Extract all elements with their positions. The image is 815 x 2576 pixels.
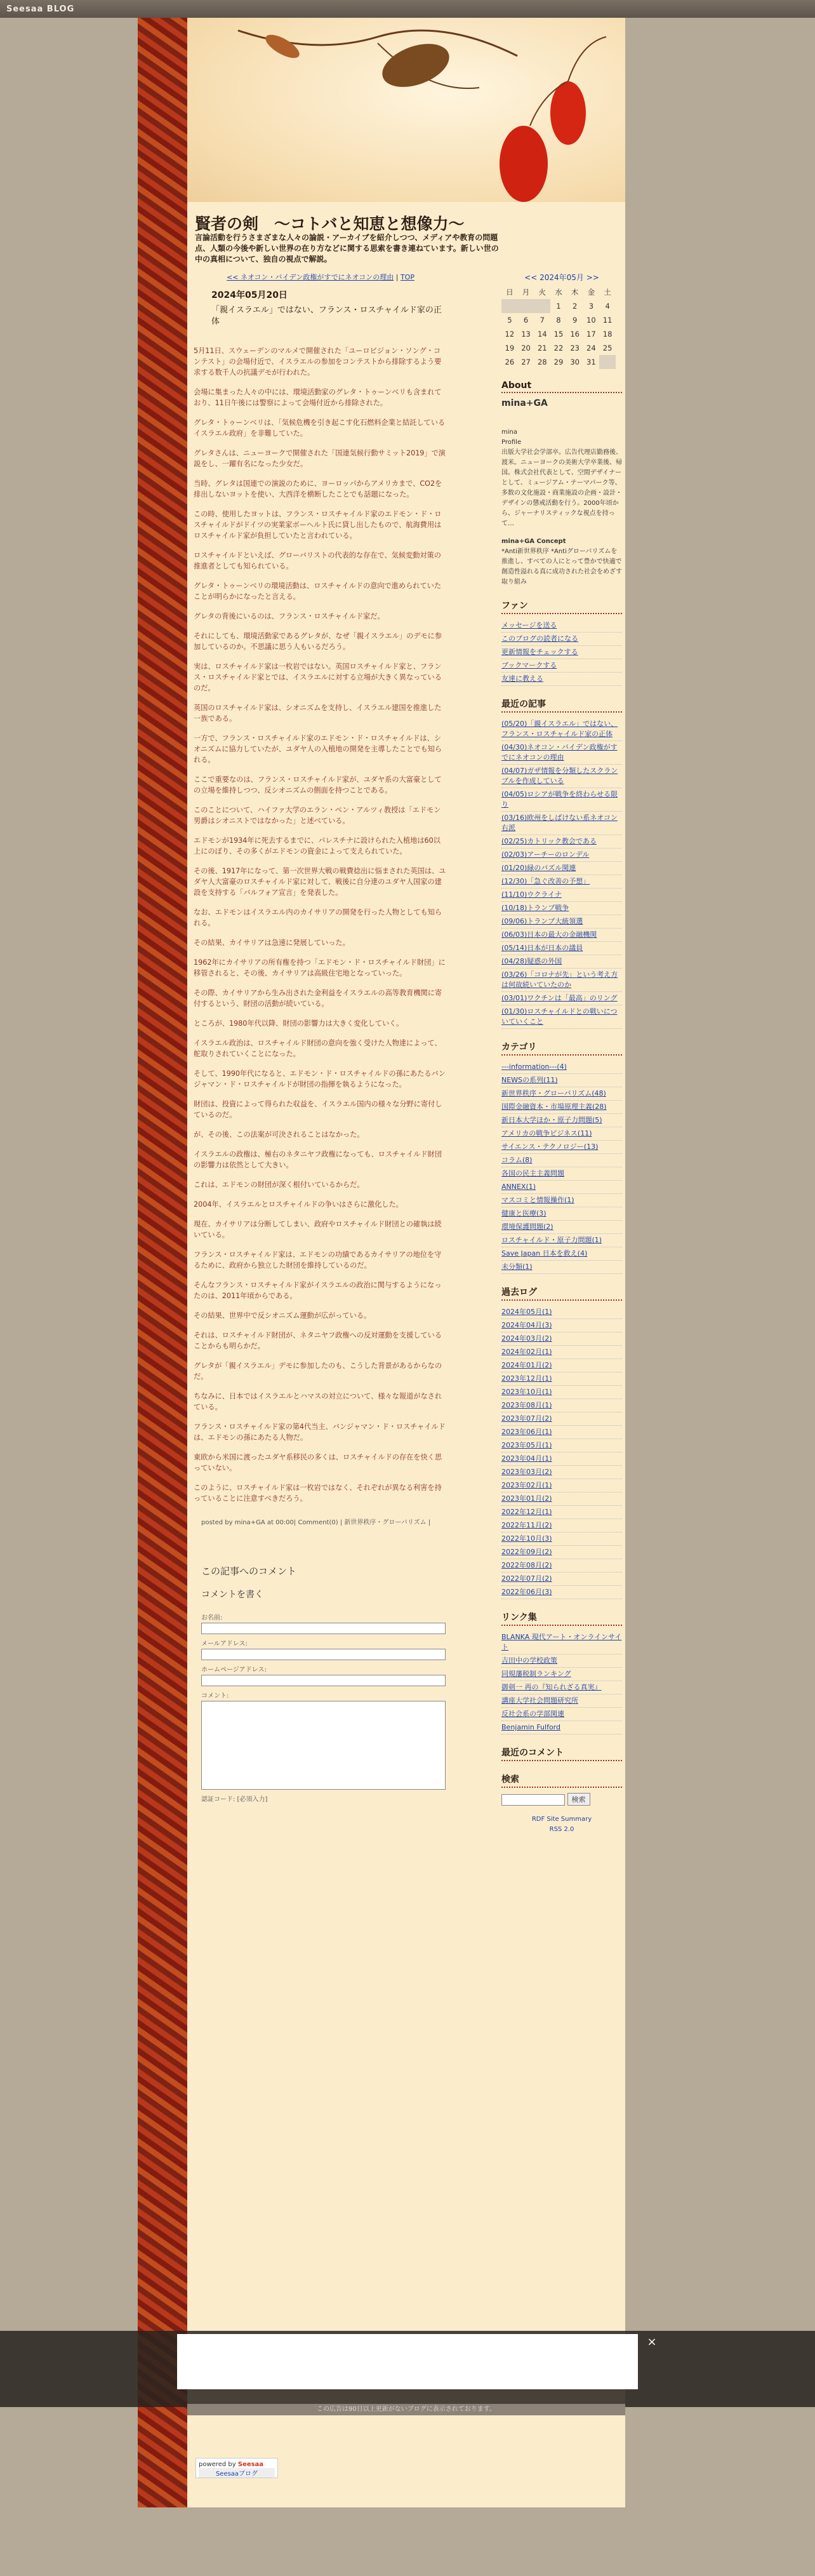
category-item[interactable] bbox=[501, 1234, 622, 1247]
category-item-link[interactable]: サイエンス・テクノロジー(13) bbox=[501, 1143, 599, 1151]
archive-list bbox=[501, 1306, 622, 1599]
calendar-day bbox=[518, 299, 534, 313]
recent-item[interactable] bbox=[501, 889, 622, 902]
archive-item[interactable] bbox=[501, 1359, 622, 1372]
recent-item[interactable] bbox=[501, 812, 622, 835]
archive-item[interactable] bbox=[501, 1412, 622, 1426]
archive-item[interactable] bbox=[501, 1306, 622, 1319]
post-paragraph: エドモンが1934年に死去するまでに、パレスチナに設けられた入植地は60以上にのぼり、その多くがエドモンの資金によって支えられていた。 bbox=[194, 836, 441, 855]
comment-label: コメント: bbox=[201, 1693, 229, 1700]
rss-line1: RDF Site Summary bbox=[531, 1816, 592, 1823]
calendar-day[interactable]: 22 bbox=[553, 344, 564, 352]
category-item-link[interactable]: 各国の民主主義問題 bbox=[501, 1169, 564, 1177]
decorative-leaf-strip bbox=[138, 18, 187, 2507]
recent-item-link[interactable]: (03/26)「コロナが先」という考え方は何故続いていたのか bbox=[501, 970, 618, 989]
recent-item[interactable] bbox=[501, 1005, 622, 1029]
search-form bbox=[501, 1793, 622, 1806]
author-name[interactable]: mina+GA bbox=[501, 398, 548, 408]
category-item-link[interactable]: 環境保護問題(2) bbox=[501, 1223, 553, 1231]
links-heading: リンク集 bbox=[501, 1611, 622, 1626]
recent-item-link[interactable]: (04/28)疑惑の外国 bbox=[501, 957, 562, 965]
post-paragraph: そして、1990年代になると、エドモン・ド・ロスチャイルドの孫にあたるバンジャマン・ド・ロスチャイルドが財団の指揮を執るようになった。 bbox=[194, 1070, 446, 1089]
archive-item-link[interactable]: 2023年02月(1) bbox=[501, 1481, 552, 1489]
archive-item-link[interactable]: 2022年06月(3) bbox=[501, 1588, 552, 1596]
post-paragraph: 財団は、投資によって得られた収益を、イスラエル国内の様々な分野に寄付しているのだ。 bbox=[194, 1100, 442, 1119]
fan-item-link[interactable]: ブックマークする bbox=[501, 661, 557, 669]
calendar-day[interactable]: 26 bbox=[505, 358, 515, 366]
post-paragraph: このことについて、ハイファ大学のエラン・ベン・アルツィ教授は「エドモン男爵はシオニストではなかった」と述べている。 bbox=[194, 806, 441, 825]
fan-item[interactable] bbox=[501, 646, 622, 659]
post-paragraph: これは、エドモンの財団が深く根付いているからだ。 bbox=[194, 1181, 364, 1189]
post-paragraph: イスラエルの政権は、極右のネタニヤフ政権になっても、ロスチャイルド財団の影響力は依然として大きい。 bbox=[194, 1150, 442, 1169]
calendar-day[interactable]: 1 bbox=[556, 302, 561, 311]
calendar-day bbox=[534, 299, 550, 313]
recent-item-link[interactable]: (10/18)トランプ戦争 bbox=[501, 904, 569, 912]
archive-item-link[interactable]: 2023年04月(1) bbox=[501, 1454, 552, 1463]
recent-list bbox=[501, 718, 622, 1029]
category-item-link[interactable]: 未分類(1) bbox=[501, 1263, 533, 1271]
concept-text: *Anti新世界秩序 *Antiグローバリズムを推進し、すべての人にとって豊かで快適で創造性溢れる真に成功された社会をめざす取り組み bbox=[501, 548, 622, 586]
archive-item[interactable] bbox=[501, 1533, 622, 1546]
calendar-day[interactable]: 16 bbox=[570, 330, 580, 339]
calendar-day[interactable]: 2 bbox=[573, 302, 578, 311]
post-paragraph: 当時、グレタは国連での演説のために、ヨーロッパからアメリカまで、CO2を排出しないヨットを使い、大西洋を横断したことでも話題になった。 bbox=[194, 480, 442, 499]
category-item-link[interactable]: 新世界秩序・グローバリズム(48) bbox=[501, 1089, 606, 1097]
links-list bbox=[501, 1631, 622, 1734]
archive-item-link[interactable]: 2022年07月(2) bbox=[501, 1574, 552, 1583]
post-paragraph: この時、使用したヨットは、フランス・ロスチャイルド家のエドモン・ド・ロスチャイルドがドイツの実業家ボーヘルト氏に貸し出したもので、航海費用はロスチャイルド家が負担していたと言われている。 bbox=[194, 510, 442, 540]
post-paragraph: グレタ・トゥーンベリの環境活動は、ロスチャイルドの意向で進められていたことが明らかになったと言える。 bbox=[194, 582, 442, 601]
calendar-day[interactable]: 3 bbox=[588, 302, 594, 311]
archive-item[interactable] bbox=[501, 1546, 622, 1559]
category-item-link[interactable]: ---information---(4) bbox=[501, 1063, 567, 1071]
archive-item[interactable] bbox=[501, 1559, 622, 1573]
category-item[interactable] bbox=[501, 1167, 622, 1181]
archive-item-link[interactable]: 2022年11月(2) bbox=[501, 1521, 552, 1529]
seesaa-blog-link[interactable]: Seesaaブログ bbox=[199, 2468, 275, 2478]
blog-page bbox=[187, 18, 625, 2507]
name-label: お名前: bbox=[201, 1614, 223, 1621]
category-item[interactable] bbox=[501, 1154, 622, 1167]
link-item-link[interactable]: 同規藩税制ランキング bbox=[501, 1670, 571, 1678]
blog-header-image bbox=[187, 18, 625, 202]
recent-item[interactable] bbox=[501, 915, 622, 929]
archive-item[interactable] bbox=[501, 1372, 622, 1386]
calendar-day[interactable]: 25 bbox=[602, 344, 613, 352]
concept-label: mina+GA Concept bbox=[501, 538, 566, 545]
category-item-link[interactable]: 健康と医療(3) bbox=[501, 1209, 547, 1218]
post-paragraph: グレタさんは、ニューヨークで開催された「国連気候行動サミット2019」で演説をし、一躍有名になった少女だ。 bbox=[194, 449, 446, 468]
profile-label: Profile bbox=[501, 439, 522, 446]
about-heading: About bbox=[501, 380, 622, 393]
archive-item[interactable] bbox=[501, 1586, 622, 1599]
post-paragraph: 英国のロスチャイルド家は、シオニズムを支持し、イスラエル建国を推進した一族である。 bbox=[194, 704, 442, 723]
post-paragraph: その結果、カイサリアは急速に発展していった。 bbox=[194, 939, 350, 947]
calendar-day-header: 木 bbox=[571, 288, 579, 297]
post-paragraph: それは、ロスチャイルド財団が、ネタニヤフ政権への反対運動を支援していることからも明らかだ。 bbox=[194, 1331, 442, 1350]
prev-post-link[interactable]: << ネオコン・バイデン政権がすでにネオコンの理由 bbox=[227, 273, 394, 281]
category-item[interactable] bbox=[501, 1181, 622, 1194]
search-heading: 検索 bbox=[501, 1773, 622, 1788]
archive-item-link[interactable]: 2023年07月(2) bbox=[501, 1414, 552, 1423]
comment-textarea[interactable] bbox=[201, 1701, 446, 1790]
fan-item-link[interactable]: このブログの読者になる bbox=[501, 634, 578, 643]
brand-logo[interactable]: Seesaa BLOG bbox=[6, 4, 75, 14]
header-illustration bbox=[187, 18, 625, 202]
fan-item-link[interactable]: 更新情報をチェックする bbox=[501, 648, 578, 656]
search-button[interactable]: 検索 bbox=[567, 1793, 590, 1806]
archive-item[interactable] bbox=[501, 1399, 622, 1412]
category-item-link[interactable]: ロスチャイルド・原子力問題(1) bbox=[501, 1236, 602, 1244]
recent-item-link[interactable]: (03/01)ワクチンは「最高」のリング bbox=[501, 994, 618, 1002]
category-item[interactable] bbox=[501, 1261, 622, 1274]
fan-heading: ファン bbox=[501, 599, 622, 614]
powered-by-badge[interactable] bbox=[195, 2458, 278, 2478]
category-item-link[interactable]: NEWSの系列(11) bbox=[501, 1076, 558, 1084]
calendar-day[interactable]: 21 bbox=[537, 344, 547, 352]
recent-item[interactable] bbox=[501, 929, 622, 942]
archive-item[interactable] bbox=[501, 1573, 622, 1586]
archive-item-link[interactable]: 2022年12月(1) bbox=[501, 1508, 552, 1516]
recent-item-link[interactable]: (04/30)ネオコン・バイデン政権がすでにネオコンの理由 bbox=[501, 743, 618, 761]
recent-item[interactable] bbox=[501, 902, 622, 915]
recent-item-link[interactable]: (04/05)ロシアが戦争を終わらせる限り bbox=[501, 790, 618, 808]
archive-item[interactable] bbox=[501, 1386, 622, 1399]
recent-heading: 最近の記事 bbox=[501, 697, 622, 713]
category-item-link[interactable]: ANNEX(1) bbox=[501, 1183, 536, 1191]
recent-item-link[interactable]: (06/03)日本の最大の金融機関 bbox=[501, 930, 597, 939]
link-item-link[interactable]: 反社会系の学部関連 bbox=[501, 1710, 564, 1718]
profile-text: 出版大学社会学部卒。広告代理店勤務後、渡米。ニューヨークの美術大学卒業後、帰国。株式会社代表として、空間デザイナーとして、ミュージアム・テーマパーク等、多数の文化施設・商業施設の企画・設計・デザインの懲戒活動を行う。2000年頃から、ジャーナリスティックな視点を持って… bbox=[501, 449, 622, 527]
calendar-day[interactable]: 10 bbox=[586, 316, 596, 325]
calendar-table bbox=[501, 285, 616, 369]
post-navigation bbox=[194, 272, 447, 282]
blog-title[interactable]: 賢者の剣 〜コトバと知恵と想像力〜 bbox=[195, 215, 465, 233]
archive-item-link[interactable]: 2023年03月(2) bbox=[501, 1468, 552, 1476]
archive-item[interactable] bbox=[501, 1319, 622, 1332]
post-paragraph: グレタが「親イスラエル」デモに参加したのも、こうした背景があるからなのだ。 bbox=[194, 1362, 442, 1381]
post-paragraph: 2004年、イスラエルとロスチャイルドの争いはさらに激化した。 bbox=[194, 1200, 403, 1209]
archive-item-link[interactable]: 2023年06月(1) bbox=[501, 1428, 552, 1436]
recent-item[interactable] bbox=[501, 875, 622, 889]
calendar-day[interactable]: 7 bbox=[540, 316, 545, 325]
link-item[interactable] bbox=[501, 1694, 622, 1708]
recent-item-link[interactable]: (05/14)日本が日本の議員 bbox=[501, 944, 583, 952]
post-paragraph: その後、1917年になって、第一次世界大戦の戦費捻出に悩まされた英国は、ユダヤ人大富豪のロスチャイルド家に対して、戦後に自分達のユダヤ人国家の建設を支持する「バルフォア宣言」を発表した。 bbox=[194, 867, 446, 897]
post-paragraph: それにしても、環境活動家であるグレタが、なぜ「親イスラエル」のデモに参加しているのか。不思議に思う人もいるだろう。 bbox=[194, 632, 442, 651]
calendar-day-header: 月 bbox=[522, 288, 530, 297]
calendar-day-header: 水 bbox=[555, 288, 562, 297]
calendar-day[interactable]: 4 bbox=[605, 302, 610, 311]
main-column bbox=[194, 272, 447, 1804]
email-label: メールアドレス: bbox=[201, 1640, 248, 1647]
category-item-link[interactable]: 新日本大学ほか・原子力問題(5) bbox=[501, 1116, 602, 1124]
inactive-notice: この広告は90日以上更新がないブログに表示されております。 bbox=[187, 2404, 625, 2415]
post-paragraph: グレタ・トゥーンベリは、「気候危機を引き起こす化石燃料企業と結託しているイスラエル政府」を非難していた。 bbox=[194, 419, 446, 438]
post-title[interactable]: 「親イスラエル」ではない、フランス・ロスチャイルド家の正体 bbox=[211, 305, 442, 326]
archive-item-link[interactable]: 2024年02月(1) bbox=[501, 1348, 552, 1356]
fan-item-link[interactable]: メッセージを送る bbox=[501, 621, 557, 629]
recent-item-link[interactable]: (02/25)カトリック教会である bbox=[501, 837, 597, 845]
calendar-day[interactable]: 9 bbox=[573, 316, 578, 325]
post-paragraph: イスラエル政治は、ロスチャイルド財団の意向を強く受けた人物達によって、舵取りされていくことになった。 bbox=[194, 1039, 442, 1058]
post-paragraph: 5月11日、スウェーデンのマルメで開催された「ユーロビジョン・ソング・コンテスト」の会場付近で、イスラエルの参加をコンテストから排除するよう要求する数千人の抗議デモが行われた。 bbox=[194, 347, 442, 377]
calendar-day bbox=[599, 355, 616, 369]
archive-item-link[interactable]: 2022年09月(2) bbox=[501, 1548, 552, 1556]
category-item[interactable] bbox=[501, 1221, 622, 1234]
blog-subtitle: 言論活動を行うさまざまな人々の論説・アーカイブを紹介しつつ、メディアや教育の問題点、人類の今後や新しい世界の在り方などに関する思索を書き連ねています。新しい世の中の真相について、独自の視点で解説。 bbox=[195, 233, 499, 264]
post-paragraph: 現在、カイサリアは分断してしまい、政府やロスチャイルド財団との確執は続いている。 bbox=[194, 1220, 442, 1239]
calendar-day[interactable]: 30 bbox=[570, 358, 580, 366]
fan-item[interactable] bbox=[501, 619, 622, 633]
recent-item[interactable] bbox=[501, 741, 622, 765]
link-item[interactable] bbox=[501, 1681, 622, 1694]
post-paragraph: なお、エドモンはイスラエル内のカイサリアの開発を行った人物としても知られる。 bbox=[194, 908, 442, 927]
link-item-link[interactable]: 御剣一 再の『知られざる真実』 bbox=[501, 1683, 602, 1691]
archive-item[interactable] bbox=[501, 1479, 622, 1493]
calendar-day-header: 火 bbox=[538, 288, 546, 297]
calendar-day[interactable]: 19 bbox=[505, 344, 515, 352]
post-paragraph: そんなフランス・ロスチャイルド家がイスラエルの政治に関与するようになったのは、2011年頃からである。 bbox=[194, 1281, 442, 1300]
calendar-day[interactable]: 31 bbox=[586, 358, 596, 366]
post-paragraph: その結果、世界中で反シオニズム運動が広がっている。 bbox=[194, 1311, 371, 1320]
post-paragraph: 会場に集まった人々の中には、環境活動家のグレタ・トゥーンベリも含まれており、11日午後には警察によって会場付近から排除された。 bbox=[194, 388, 442, 407]
fan-item[interactable] bbox=[501, 633, 622, 646]
post-paragraph: グレタの背後にいるのは、フランス・ロスチャイルド家だ。 bbox=[194, 612, 385, 621]
archive-item[interactable] bbox=[501, 1426, 622, 1439]
homepage-field[interactable] bbox=[201, 1675, 446, 1686]
fan-item-link[interactable]: 友達に教える bbox=[501, 674, 543, 683]
link-item[interactable] bbox=[501, 1654, 622, 1668]
archive-item[interactable] bbox=[501, 1439, 622, 1452]
calendar-day-header: 日 bbox=[506, 288, 514, 297]
archive-item-link[interactable]: 2024年05月(1) bbox=[501, 1308, 552, 1316]
category-item[interactable] bbox=[501, 1101, 622, 1114]
calendar-day[interactable]: 15 bbox=[553, 330, 564, 339]
category-heading: カテゴリ bbox=[501, 1040, 622, 1056]
comment-section bbox=[194, 1564, 447, 1803]
recent-item-link[interactable]: (04/07)ガザ情報を分類したスクランブルを作成している bbox=[501, 767, 618, 785]
archive-item-link[interactable]: 2024年03月(2) bbox=[501, 1334, 552, 1343]
calendar-day[interactable]: 23 bbox=[570, 344, 580, 352]
recent-item[interactable] bbox=[501, 718, 622, 741]
comments-heading: この記事へのコメント bbox=[201, 1566, 297, 1577]
recent-item-link[interactable]: (03/16)欧州をしばけない系ネオコン右派 bbox=[501, 814, 618, 832]
homepage-label: ホームページアドレス: bbox=[201, 1667, 267, 1674]
recent-item[interactable] bbox=[501, 835, 622, 849]
recent-item[interactable] bbox=[501, 955, 622, 969]
fan-list bbox=[501, 619, 622, 686]
email-field[interactable] bbox=[201, 1649, 446, 1660]
calendar-day[interactable]: 27 bbox=[521, 358, 531, 366]
link-item-link[interactable]: Benjamin Fulford bbox=[501, 1723, 560, 1731]
recent-item-link[interactable]: (01/30)ロスチャイルドとの戦いについていくこと bbox=[501, 1007, 618, 1026]
post-meta: posted by mina+GA at 00:00| Comment(0) | 新世界秩序・グローバリズム | bbox=[201, 1519, 431, 1526]
calendar-day bbox=[501, 299, 518, 313]
category-item-link[interactable]: 国際金融資本・市場原理主義(28) bbox=[501, 1103, 607, 1111]
close-icon[interactable]: × bbox=[647, 2335, 657, 2349]
seesaa-top-bar bbox=[0, 0, 815, 18]
calendar-day[interactable]: 6 bbox=[523, 316, 529, 325]
post-paragraph: ちなみに、日本ではイスラエルとハマスの対立について、様々な報道がなされている。 bbox=[194, 1392, 442, 1411]
category-item[interactable] bbox=[501, 1114, 622, 1127]
link-item-link[interactable]: BLANKA 現代アート・オンラインサイト bbox=[501, 1633, 622, 1651]
archive-item-link[interactable]: 2022年10月(3) bbox=[501, 1534, 552, 1543]
link-item[interactable] bbox=[501, 1668, 622, 1681]
fan-item[interactable] bbox=[501, 659, 622, 673]
category-item-link[interactable]: アメリカの戦争ビジネス(11) bbox=[501, 1129, 592, 1137]
recent-item[interactable] bbox=[501, 849, 622, 862]
sidebar bbox=[501, 272, 622, 1835]
archive-item-link[interactable]: 2024年01月(2) bbox=[501, 1361, 552, 1369]
post-paragraph: 実は、ロスチャイルド家は一枚岩ではない。英国ロスチャイルド家と、フランス・ロスチャイルド家とでは、イスラエルに対する立場が大きく異なっているのだ。 bbox=[194, 662, 442, 692]
archive-item-link[interactable]: 2023年10月(1) bbox=[501, 1388, 552, 1396]
category-list bbox=[501, 1061, 622, 1274]
calendar-day-header: 土 bbox=[604, 288, 611, 297]
name-field[interactable] bbox=[201, 1623, 446, 1634]
post-paragraph: 東欧から米国に渡ったユダヤ系移民の多くは、ロスチャイルドの存在を快く思っていない。 bbox=[194, 1453, 442, 1472]
rss-link[interactable] bbox=[501, 1815, 622, 1835]
recent-item-link[interactable]: (05/20)「親イスラエル」ではない、フランス・ロスチャイルド家の正体 bbox=[501, 720, 618, 738]
calendar-day[interactable]: 28 bbox=[537, 358, 547, 366]
recent-item[interactable] bbox=[501, 992, 622, 1005]
calendar-day[interactable]: 17 bbox=[586, 330, 596, 339]
post-paragraph: 一方で、フランス・ロスチャイルド家のエドモン・ド・ロスチャイルドは、シオニズムに協力していたが、ユダヤ人の入植地の開発を主導したことでも知られる。 bbox=[194, 734, 442, 764]
author-sub: mina bbox=[501, 429, 517, 436]
ad-box[interactable] bbox=[177, 2334, 638, 2389]
archive-item[interactable] bbox=[501, 1466, 622, 1479]
post-paragraph: 1962年にカイサリアの所有権を持つ「エドモン・ド・ロスチャイルド財団」に移管されると、その後、カイサリアは高級住宅地となっていった。 bbox=[194, 958, 446, 977]
archive-item[interactable] bbox=[501, 1493, 622, 1506]
calendar-day[interactable]: 5 bbox=[507, 316, 512, 325]
category-item-link[interactable]: Save Japan 日本を救え(4) bbox=[501, 1249, 588, 1258]
recent-item-link[interactable]: (02/03)アーチーのロンデル bbox=[501, 850, 590, 859]
recent-item[interactable] bbox=[501, 969, 622, 992]
link-item[interactable] bbox=[501, 1721, 622, 1734]
archive-item[interactable] bbox=[501, 1519, 622, 1533]
category-item[interactable] bbox=[501, 1127, 622, 1141]
archive-item-link[interactable]: 2023年01月(2) bbox=[501, 1494, 552, 1503]
category-item[interactable] bbox=[501, 1087, 622, 1101]
post-date: 2024年05月20日 bbox=[211, 290, 288, 300]
post-paragraph: が、その後、この法案が可決されることはなかった。 bbox=[194, 1130, 364, 1139]
category-item[interactable] bbox=[501, 1194, 622, 1207]
archive-item-link[interactable]: 2022年08月(2) bbox=[501, 1561, 552, 1569]
link-item-link[interactable]: 講座大学社会問題研究所 bbox=[501, 1696, 578, 1705]
calendar-day[interactable]: 13 bbox=[521, 330, 531, 339]
calendar-day[interactable]: 11 bbox=[602, 316, 613, 325]
archive-item[interactable] bbox=[501, 1332, 622, 1346]
post-paragraph: フランス・ロスチャイルド家は、エドモンの功績であるカイサリアの地位を守るために、政府から独立した財団を維持しているのだ。 bbox=[194, 1251, 442, 1270]
archive-item-link[interactable]: 2024年04月(3) bbox=[501, 1321, 552, 1329]
powered-label: powered by bbox=[199, 2461, 236, 2468]
archive-item[interactable] bbox=[501, 1346, 622, 1359]
calendar-day[interactable]: 14 bbox=[537, 330, 547, 339]
category-item[interactable] bbox=[501, 1141, 622, 1154]
archive-item-link[interactable]: 2023年12月(1) bbox=[501, 1374, 552, 1383]
archive-item[interactable] bbox=[501, 1452, 622, 1466]
recent-item-link[interactable]: (12/30)「急ぐ改善の予想」 bbox=[501, 877, 590, 885]
link-item-link[interactable]: 吉田中の学校政策 bbox=[501, 1656, 557, 1665]
calendar-day[interactable]: 29 bbox=[553, 358, 564, 366]
category-item[interactable] bbox=[501, 1247, 622, 1261]
post-paragraph: ロスチャイルドといえば、グローバリストの代表的な存在で、気候変動対策の推進者としても知られている。 bbox=[194, 551, 441, 570]
post-paragraph: ところが、1980年代以降、財団の影響力は大きく変化していく。 bbox=[194, 1019, 404, 1028]
rss-line2: RSS 2.0 bbox=[549, 1826, 574, 1833]
recent-item-link[interactable]: (09/06)トランプ大統領選 bbox=[501, 917, 583, 925]
category-item-link[interactable]: コラム(8) bbox=[501, 1156, 533, 1164]
calendar-nav[interactable]: << 2024年05月 >> bbox=[524, 273, 599, 282]
calendar-day[interactable]: 12 bbox=[505, 330, 515, 339]
calendar-day[interactable]: 8 bbox=[556, 316, 561, 325]
post-paragraph: このように、ロスチャイルド家は一枚岩ではなく、それぞれが異なる利害を持っていることに注意すべきだろう。 bbox=[194, 1484, 442, 1503]
recent-comments-heading: 最近のコメント bbox=[501, 1746, 622, 1761]
recent-item[interactable] bbox=[501, 942, 622, 955]
category-item[interactable] bbox=[501, 1207, 622, 1221]
category-item[interactable] bbox=[501, 1061, 622, 1074]
seesaa-logo: Seesaa bbox=[237, 2461, 264, 2468]
post-body bbox=[194, 345, 447, 1504]
link-item[interactable] bbox=[501, 1631, 622, 1654]
post-paragraph: フランス・ロスチャイルド家の第4代当主、バンジャマン・ド・ロスチャイルドは、エドモンの孫にあたる人物だ。 bbox=[194, 1423, 446, 1442]
fan-item[interactable] bbox=[501, 673, 622, 686]
recent-item[interactable] bbox=[501, 862, 622, 875]
post-paragraph: ここで重要なのは、フランス・ロスチャイルド家が、ユダヤ系の大富豪としての立場を維持しつつ、反シオニズムの側面を持つことである。 bbox=[194, 775, 442, 795]
search-input[interactable] bbox=[501, 1794, 565, 1806]
post-footer bbox=[194, 1517, 447, 1526]
top-link[interactable]: TOP bbox=[400, 273, 414, 281]
recent-item[interactable] bbox=[501, 788, 622, 812]
archive-item-link[interactable]: 2023年08月(1) bbox=[501, 1401, 552, 1409]
write-comment-heading: コメントを書く bbox=[201, 1590, 263, 1600]
archive-item[interactable] bbox=[501, 1506, 622, 1519]
recent-item-link[interactable]: (11/10)ウクライナ bbox=[501, 890, 562, 899]
recent-item[interactable] bbox=[501, 765, 622, 788]
archive-item-link[interactable]: 2023年05月(1) bbox=[501, 1441, 552, 1449]
category-item-link[interactable]: マスコミと情報操作(1) bbox=[501, 1196, 574, 1204]
calendar-day[interactable]: 18 bbox=[602, 330, 613, 339]
recent-item-link[interactable]: (01/20)緑のパズル関連 bbox=[501, 864, 576, 872]
post-paragraph: その際、カイサリアから生み出された金利益をイスラエルの高等教育機関に寄付するという、財団の活動が続いている。 bbox=[194, 989, 442, 1008]
nav-separator: | bbox=[395, 273, 399, 281]
link-item[interactable] bbox=[501, 1708, 622, 1721]
calendar-day[interactable]: 20 bbox=[521, 344, 531, 352]
captcha-label: 認証コード: [必須入力] bbox=[201, 1796, 268, 1803]
calendar-day[interactable]: 24 bbox=[586, 344, 596, 352]
archive-heading: 過去ログ bbox=[501, 1285, 622, 1301]
category-item[interactable] bbox=[501, 1074, 622, 1087]
calendar-day-header: 金 bbox=[587, 288, 595, 297]
